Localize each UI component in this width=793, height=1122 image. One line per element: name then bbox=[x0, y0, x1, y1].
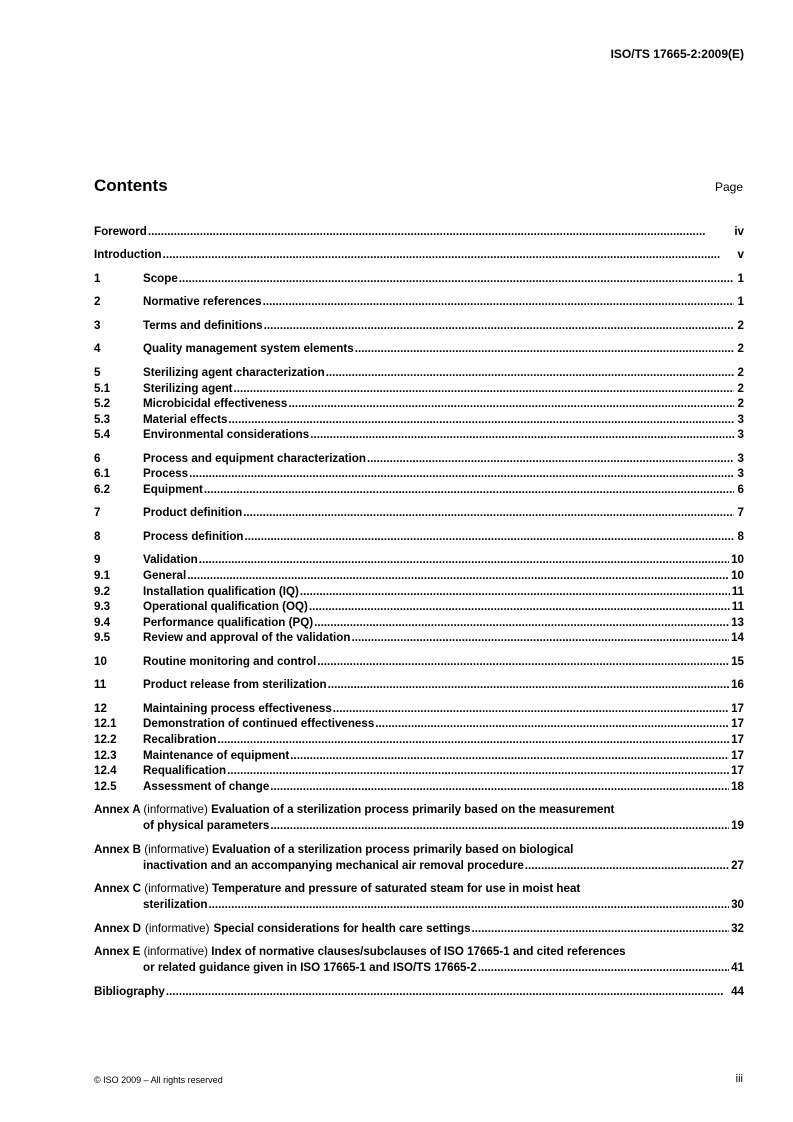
copyright-notice: © ISO 2009 – All rights reserved bbox=[94, 1075, 223, 1085]
toc-entry-page: 6 bbox=[737, 482, 744, 496]
annex-heading-line bbox=[94, 842, 744, 858]
toc-group-12 bbox=[94, 701, 744, 795]
toc-entry-title: Assessment of change bbox=[143, 779, 270, 793]
toc-entry-title: Bibliography bbox=[94, 984, 165, 998]
toc-entry-number: 2 bbox=[94, 295, 101, 309]
toc-entry-number: 5.4 bbox=[94, 428, 111, 442]
dot-leader bbox=[245, 529, 735, 545]
toc-entry-page: iv bbox=[734, 225, 744, 238]
toc-entry-title: Environmental considerations bbox=[143, 428, 310, 442]
dot-leader bbox=[263, 294, 734, 310]
toc-entry-page: 8 bbox=[737, 529, 744, 543]
toc-group-8 bbox=[94, 529, 744, 545]
toc-entry-page: 10 bbox=[731, 553, 744, 567]
toc-entry-page: 2 bbox=[737, 318, 744, 332]
toc-entry-title: Routine monitoring and control bbox=[143, 654, 317, 668]
toc-entry-10[interactable] bbox=[94, 654, 744, 670]
toc-entry-title: Validation bbox=[143, 553, 198, 567]
toc-entry-number: 4 bbox=[94, 342, 101, 356]
toc-entry-page: 17 bbox=[731, 733, 744, 747]
toc-entry-8[interactable] bbox=[94, 529, 744, 545]
toc-entry-5-2[interactable] bbox=[94, 396, 744, 412]
toc-entry-title: Foreword bbox=[94, 225, 147, 238]
toc-entry-title: Quality management system elements bbox=[143, 342, 354, 356]
toc-entry-12-2[interactable] bbox=[94, 732, 744, 748]
document-id-header: ISO/TS 17665-2:2009(E) bbox=[610, 47, 744, 61]
toc-entry-page: 18 bbox=[731, 779, 744, 793]
toc-entry-page: 44 bbox=[731, 984, 744, 998]
annex-title-line2: sterilization bbox=[143, 898, 208, 912]
toc-entry-number: 11 bbox=[94, 678, 107, 692]
dot-leader bbox=[189, 466, 734, 482]
toc-entry-title: Installation qualification (IQ) bbox=[143, 584, 299, 598]
toc-entry-number: 7 bbox=[94, 506, 101, 520]
toc-group-6 bbox=[94, 451, 744, 498]
toc-entry-6-2[interactable] bbox=[94, 482, 744, 498]
dot-leader bbox=[333, 701, 729, 717]
annex-label: Annex B bbox=[94, 842, 142, 856]
toc-entry-12-5[interactable] bbox=[94, 779, 744, 795]
dot-leader bbox=[187, 568, 729, 584]
toc-entry-title: Performance qualification (PQ) bbox=[143, 615, 314, 629]
dot-leader bbox=[351, 630, 729, 646]
annex-title-line1: Index of normative clauses/subclauses of ISO 17665-1 and cited references bbox=[211, 945, 626, 959]
dot-leader bbox=[199, 552, 729, 568]
toc-entry-title: Process definition bbox=[143, 529, 244, 543]
toc-entry-page: 2 bbox=[737, 365, 744, 379]
toc-entry-page: 7 bbox=[737, 506, 744, 520]
dot-leader bbox=[264, 318, 734, 334]
toc-entry-page: 3 bbox=[737, 467, 744, 481]
toc-entry-title: Introduction bbox=[94, 248, 162, 262]
toc-entry-number: 12.1 bbox=[94, 717, 117, 731]
toc-entry-9-5[interactable] bbox=[94, 630, 744, 646]
annex-label: Annex A bbox=[94, 803, 141, 817]
toc-entry-5[interactable] bbox=[94, 365, 744, 381]
annex-title-line1: Temperature and pressure of saturated steam for use in moist heat bbox=[211, 882, 581, 896]
toc-entry-page: 1 bbox=[737, 295, 744, 309]
toc-group-5 bbox=[94, 365, 744, 443]
annex-heading-line bbox=[94, 921, 744, 937]
toc-entry-number: 8 bbox=[94, 529, 101, 543]
toc-entry-page: 11 bbox=[731, 584, 744, 598]
toc-entry-title: Maintenance of equipment bbox=[143, 748, 290, 762]
toc-entry-number: 6.2 bbox=[94, 482, 111, 496]
annex-informative-tag: (informative) bbox=[144, 842, 209, 856]
dot-leader bbox=[179, 271, 734, 287]
dot-leader bbox=[243, 505, 734, 521]
toc-entry-1[interactable] bbox=[94, 271, 744, 287]
toc-entry-2[interactable] bbox=[94, 294, 744, 310]
toc-entry-number: 1 bbox=[94, 271, 101, 285]
toc-entry-page: 16 bbox=[731, 678, 744, 692]
toc-entry-foreword[interactable] bbox=[94, 224, 744, 240]
toc-entry-title: Demonstration of continued effectiveness bbox=[143, 717, 375, 731]
annex-title-line2: of physical parameters bbox=[143, 819, 270, 833]
annex-continuation-line bbox=[94, 897, 744, 913]
page-column-label: Page bbox=[714, 180, 743, 194]
toc-entry-title: Review and approval of the validation bbox=[143, 631, 351, 645]
annex-informative-tag: (informative) bbox=[143, 803, 208, 817]
dot-leader bbox=[355, 341, 734, 357]
toc-entry-number: 5.1 bbox=[94, 381, 111, 395]
page-number: iii bbox=[735, 1073, 743, 1085]
toc-entry-number: 5.2 bbox=[94, 397, 111, 411]
dot-leader bbox=[217, 732, 729, 748]
toc-entry-number: 6.1 bbox=[94, 467, 111, 481]
toc-entry-number: 12.2 bbox=[94, 733, 117, 747]
toc-entry-page: 2 bbox=[737, 397, 744, 411]
toc-entry-page: 3 bbox=[737, 428, 744, 442]
dot-leader bbox=[478, 960, 729, 976]
toc-entry-number: 5.3 bbox=[94, 412, 111, 426]
toc-group-7 bbox=[94, 505, 744, 521]
toc-entry-title: Maintaining process effectiveness bbox=[143, 701, 332, 715]
toc-entry-page: 17 bbox=[731, 748, 744, 762]
toc-entry-5-3[interactable] bbox=[94, 412, 744, 428]
annex-heading-line bbox=[94, 881, 744, 897]
dot-leader bbox=[300, 584, 730, 600]
toc-entry-number: 9.3 bbox=[94, 600, 111, 614]
toc-entry-title: Product release from sterilization bbox=[143, 678, 327, 692]
annex-informative-tag: (informative) bbox=[143, 945, 209, 959]
toc-entry-number: 12 bbox=[94, 701, 107, 715]
annex-continuation-line bbox=[94, 818, 744, 834]
toc-annex-e[interactable] bbox=[94, 944, 744, 976]
toc-entry-page: 3 bbox=[737, 412, 744, 426]
annex-informative-tag: (informative) bbox=[144, 882, 209, 896]
toc-entry-title: Operational qualification (OQ) bbox=[143, 600, 308, 614]
toc-entry-9-1[interactable] bbox=[94, 568, 744, 584]
toc-group-bibliography bbox=[94, 984, 744, 1000]
toc-entry-page: 19 bbox=[731, 819, 744, 833]
toc-entry-4[interactable] bbox=[94, 341, 744, 357]
toc-group-11 bbox=[94, 677, 744, 693]
toc-entry-page: 10 bbox=[731, 569, 744, 582]
toc-entry-title: Recalibration bbox=[143, 733, 217, 747]
toc-entry-title: Process bbox=[143, 467, 189, 481]
toc-entry-number: 9 bbox=[94, 553, 101, 567]
dot-leader bbox=[310, 427, 734, 443]
toc-entry-number: 10 bbox=[94, 654, 107, 668]
toc-entry-page: 32 bbox=[731, 921, 744, 935]
toc-entry-6-1[interactable] bbox=[94, 466, 744, 482]
toc-entry-page: 2 bbox=[737, 342, 744, 356]
toc-entry-page: 11 bbox=[731, 600, 744, 614]
toc-entry-number: 9.4 bbox=[94, 615, 111, 629]
toc-entry-number: 5 bbox=[94, 365, 101, 379]
dot-leader bbox=[290, 748, 729, 764]
toc-entry-bibliography[interactable] bbox=[94, 984, 744, 1000]
toc-entry-title: Requalification bbox=[143, 764, 227, 778]
dot-leader bbox=[204, 482, 734, 498]
toc-entry-11[interactable] bbox=[94, 677, 744, 693]
annex-label: Annex D bbox=[94, 921, 142, 935]
dot-leader bbox=[328, 677, 729, 693]
annex-title-line1: Evaluation of a sterilization process primarily based on the measurement bbox=[211, 803, 615, 817]
toc-entry-title: Equipment bbox=[143, 482, 203, 496]
toc-annex-d[interactable] bbox=[94, 921, 744, 937]
toc-entry-9-3[interactable] bbox=[94, 599, 744, 615]
dot-leader bbox=[375, 716, 729, 732]
annex-heading-line bbox=[94, 944, 744, 960]
toc-entry-5-4[interactable] bbox=[94, 427, 744, 443]
toc-entry-title: Microbicidal effectiveness bbox=[143, 397, 288, 411]
toc-entry-page: 2 bbox=[737, 381, 744, 395]
toc-entry-page: 17 bbox=[731, 764, 744, 778]
toc-group-2 bbox=[94, 294, 744, 310]
toc-group-1 bbox=[94, 271, 744, 287]
dot-leader bbox=[270, 779, 729, 795]
annex-title-line2: inactivation and an accompanying mechanical air removal procedure bbox=[143, 858, 524, 872]
toc-entry-page: 3 bbox=[737, 451, 744, 465]
toc-entry-number: 9.2 bbox=[94, 584, 111, 598]
annex-title-line2: or related guidance given in ISO 17665-1 and ISO/TS 17665-2 bbox=[143, 961, 477, 975]
dot-leader bbox=[166, 984, 729, 1000]
toc-entry-page: 13 bbox=[731, 615, 744, 629]
toc-entry-page: 1 bbox=[737, 271, 744, 285]
toc-entry-6[interactable] bbox=[94, 451, 744, 467]
toc-group-9 bbox=[94, 552, 744, 646]
toc-entry-title: Terms and definitions bbox=[143, 318, 263, 332]
toc-entry-page: 30 bbox=[731, 898, 744, 912]
toc-entry-page: 27 bbox=[731, 858, 744, 872]
dot-leader bbox=[317, 654, 729, 670]
table-of-contents bbox=[94, 224, 744, 1007]
dot-leader bbox=[326, 365, 734, 381]
toc-annex-b[interactable] bbox=[94, 842, 744, 874]
toc-entry-12-4[interactable] bbox=[94, 763, 744, 779]
dot-leader bbox=[314, 615, 729, 631]
annex-title: Special considerations for health care settings bbox=[213, 921, 471, 935]
dot-leader bbox=[228, 412, 734, 428]
toc-entry-introduction[interactable] bbox=[94, 247, 744, 263]
toc-annex-c[interactable] bbox=[94, 881, 744, 913]
toc-entry-9[interactable] bbox=[94, 552, 744, 568]
toc-entry-title: Sterilizing agent bbox=[143, 381, 233, 395]
annex-label: Annex E bbox=[94, 945, 141, 959]
toc-entry-7[interactable] bbox=[94, 505, 744, 521]
toc-entry-page: 41 bbox=[731, 961, 744, 975]
dot-leader bbox=[163, 247, 734, 263]
dot-leader bbox=[367, 451, 734, 467]
dot-leader bbox=[148, 224, 733, 240]
toc-entry-title: Material effects bbox=[143, 412, 228, 426]
annex-title-line1: Evaluation of a sterilization process primarily based on biological bbox=[211, 842, 574, 856]
dot-leader bbox=[309, 599, 730, 615]
toc-entry-page: v bbox=[737, 248, 744, 262]
toc-entry-9-2[interactable] bbox=[94, 584, 744, 600]
toc-entry-title: Normative references bbox=[143, 295, 262, 309]
dot-leader bbox=[525, 858, 729, 874]
toc-group-10 bbox=[94, 654, 744, 670]
toc-entry-title: Sterilizing agent characterization bbox=[143, 365, 325, 379]
toc-group-3 bbox=[94, 318, 744, 334]
toc-entry-number: 6 bbox=[94, 451, 101, 465]
toc-entry-title: General bbox=[143, 569, 187, 582]
dot-leader bbox=[227, 763, 729, 779]
toc-entry-12-3[interactable] bbox=[94, 748, 744, 764]
toc-entry-12-1[interactable] bbox=[94, 716, 744, 732]
annex-label: Annex C bbox=[94, 882, 142, 896]
dot-leader bbox=[208, 897, 729, 913]
toc-entry-number: 9.1 bbox=[94, 569, 111, 582]
toc-entry-3[interactable] bbox=[94, 318, 744, 334]
toc-entry-number: 9.5 bbox=[94, 631, 111, 645]
toc-entry-12[interactable] bbox=[94, 701, 744, 717]
toc-entry-number: 12.4 bbox=[94, 764, 117, 778]
dot-leader bbox=[270, 818, 729, 834]
toc-entry-title: Scope bbox=[143, 271, 178, 285]
annex-informative-tag: (informative) bbox=[145, 921, 210, 935]
toc-group-4 bbox=[94, 341, 744, 357]
annex-continuation-line bbox=[94, 858, 744, 874]
toc-entry-title: Product definition bbox=[143, 506, 243, 520]
toc-annex-a[interactable] bbox=[94, 802, 744, 834]
dot-leader bbox=[288, 396, 734, 412]
annex-continuation-line bbox=[94, 960, 744, 976]
toc-entry-page: 14 bbox=[731, 631, 744, 645]
toc-entry-number: 12.3 bbox=[94, 748, 117, 762]
toc-entry-title: Process and equipment characterization bbox=[143, 451, 366, 465]
toc-entry-number: 12.5 bbox=[94, 779, 117, 793]
toc-group-introduction bbox=[94, 247, 744, 263]
toc-entry-page: 17 bbox=[731, 717, 744, 731]
toc-entry-number: 3 bbox=[94, 318, 101, 332]
toc-group-foreword bbox=[94, 224, 744, 240]
toc-entry-9-4[interactable] bbox=[94, 615, 744, 631]
dot-leader bbox=[234, 381, 734, 397]
annex-heading-line bbox=[94, 802, 744, 818]
contents-heading: Contents bbox=[94, 176, 168, 195]
toc-entry-5-1[interactable] bbox=[94, 381, 744, 397]
dot-leader bbox=[472, 921, 730, 937]
toc-entry-page: 15 bbox=[731, 654, 744, 668]
toc-entry-page: 17 bbox=[731, 701, 744, 715]
